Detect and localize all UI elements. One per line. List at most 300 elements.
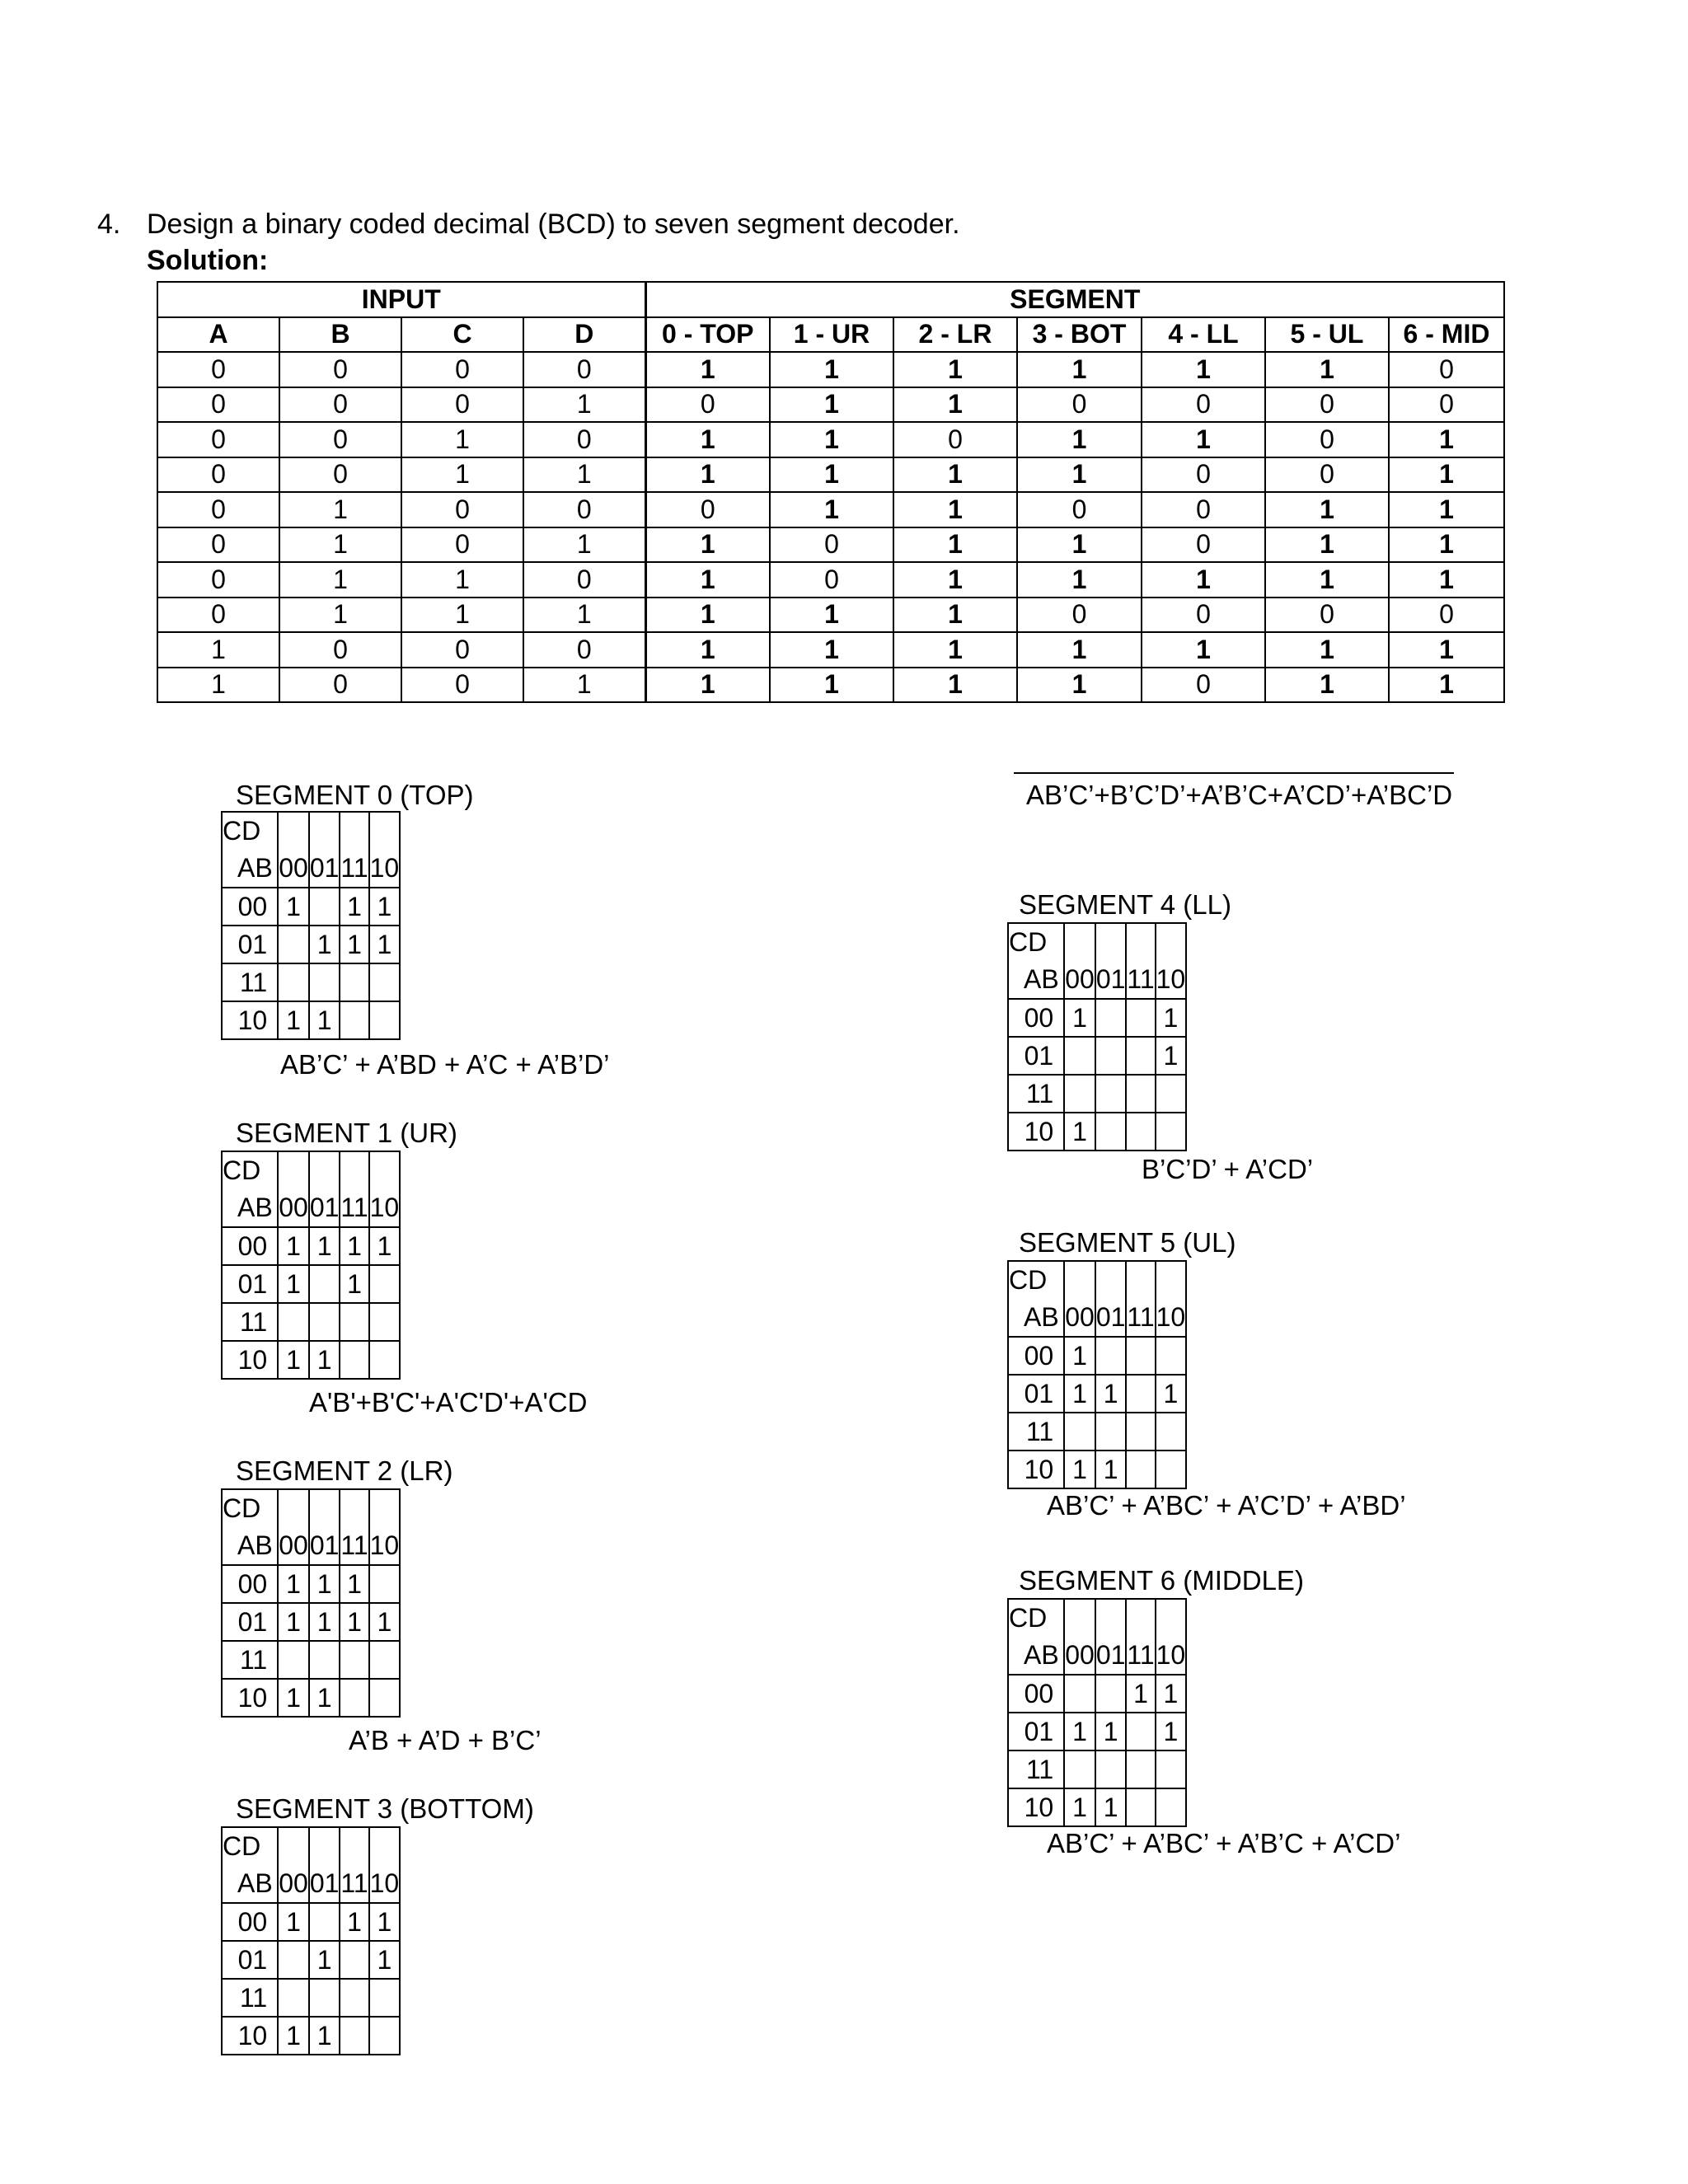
table-cell: 1	[770, 492, 893, 527]
kmap-cell: 1	[278, 1565, 309, 1603]
table-cell: 1	[1017, 352, 1142, 387]
kmap-row-header: 10	[222, 1341, 278, 1379]
kmap-cell	[1064, 1037, 1095, 1075]
kmap-cell	[309, 1303, 340, 1341]
table-cell: 1	[401, 422, 523, 457]
table-cell: 0	[1017, 492, 1142, 527]
kmap-row-header: 10	[1008, 1451, 1064, 1488]
table-cell: 1	[1142, 422, 1265, 457]
kmap-blank-cell	[278, 812, 309, 850]
column-header: C	[401, 317, 523, 353]
table-cell: 0	[1142, 598, 1265, 633]
kmap-title: SEGMENT 1 (UR)	[236, 1118, 457, 1148]
kmap-blank-cell	[1156, 923, 1187, 961]
kmap-grid	[221, 1151, 401, 1380]
kmap-cell	[1156, 1451, 1187, 1488]
table-cell: 1	[279, 562, 401, 598]
table-cell: 0	[279, 387, 401, 423]
table-cell: 1	[770, 632, 893, 668]
kmap-cd-label: CD	[1008, 1599, 1064, 1637]
kmap-cell	[1095, 1113, 1127, 1151]
kmap-col-header: 11	[340, 1865, 368, 1903]
table-cell: 0	[1142, 457, 1265, 493]
kmap-cell: 1	[340, 1603, 368, 1641]
kmap-cell	[1095, 1675, 1127, 1713]
kmap-grid	[1007, 1598, 1187, 1827]
kmap-cell	[1126, 1113, 1155, 1151]
kmap-cell	[369, 1679, 401, 1717]
kmap-cell: 1	[369, 888, 401, 926]
kmap-cell: 1	[1156, 999, 1187, 1037]
kmap-col-header: 00	[278, 1189, 309, 1227]
kmap-blank-cell	[340, 1827, 368, 1865]
kmap-col-header: 00	[1064, 961, 1095, 999]
kmap-ab-label: AB	[222, 1527, 278, 1565]
kmap-cell: 1	[1064, 1113, 1095, 1151]
truth-table	[157, 281, 1505, 703]
kmap-col-header: 01	[309, 1189, 340, 1227]
table-row	[157, 387, 1504, 423]
question-text: Design a binary coded decimal (BCD) to seven segment decoder.	[147, 209, 960, 240]
kmap-row-header: 11	[1008, 1413, 1064, 1451]
kmap-cell	[1126, 1037, 1155, 1075]
kmap-col-header: 01	[309, 850, 340, 888]
table-cell: 1	[401, 562, 523, 598]
table-cell: 1	[645, 562, 770, 598]
kmap-cell: 1	[340, 888, 368, 926]
kmap-col-header: 11	[1126, 1637, 1155, 1675]
table-cell: 0	[770, 562, 893, 598]
table-cell: 1	[1389, 457, 1504, 493]
table-cell: 1	[157, 632, 279, 668]
table-cell: 0	[1265, 387, 1389, 423]
kmap-cell: 1	[278, 1679, 309, 1717]
kmap-row-header: 00	[1008, 1337, 1064, 1375]
kmap-cd-label: CD	[222, 1827, 278, 1865]
kmap-cell	[369, 1001, 401, 1039]
kmap-cd-label: CD	[222, 1151, 278, 1189]
kmap-cell	[278, 926, 309, 963]
kmap-col-header: 00	[1064, 1637, 1095, 1675]
kmap-cell	[1126, 1788, 1155, 1826]
kmap-cell	[1156, 1075, 1187, 1113]
kmap-blank-cell	[1095, 923, 1127, 961]
kmap-col-header: 10	[369, 1865, 401, 1903]
kmap-col-header: 11	[1126, 1299, 1155, 1337]
table-cell: 0	[645, 387, 770, 423]
table-row	[157, 527, 1504, 563]
kmap-cell: 1	[309, 1565, 340, 1603]
kmap-ab-label: AB	[222, 1865, 278, 1903]
table-cell: 1	[893, 457, 1017, 493]
kmap-col-header: 01	[1095, 961, 1127, 999]
kmap-blank-cell	[309, 812, 340, 850]
kmap-col-header: 01	[309, 1865, 340, 1903]
table-cell: 0	[279, 457, 401, 493]
kmap-blank-cell	[369, 1489, 401, 1527]
kmap-cell	[1126, 1337, 1155, 1375]
column-header: 0 - TOP	[645, 317, 770, 353]
table-cell: 0	[523, 422, 645, 457]
kmap-cd-label: CD	[222, 812, 278, 850]
kmap-blank-cell	[1095, 1599, 1127, 1637]
kmap-cell	[340, 1979, 368, 2017]
kmap-cell: 1	[340, 1903, 368, 1941]
kmap-col-header: 11	[340, 1527, 368, 1565]
table-cell: 0	[523, 562, 645, 598]
table-cell: 1	[770, 598, 893, 633]
column-header: 2 - LR	[893, 317, 1017, 353]
kmap-grid	[221, 811, 401, 1040]
table-cell: 0	[1142, 527, 1265, 563]
kmap-grid	[1007, 922, 1187, 1151]
table-cell: 1	[1265, 352, 1389, 387]
table-cell: 1	[1265, 668, 1389, 703]
kmap-cell: 1	[1156, 1375, 1187, 1413]
kmap-cell	[369, 1265, 401, 1303]
table-cell: 1	[1265, 492, 1389, 527]
kmap-ab-label: AB	[1008, 961, 1064, 999]
kmap-row-header: 10	[222, 1001, 278, 1039]
kmap-blank-cell	[369, 812, 401, 850]
table-cell: 1	[893, 352, 1017, 387]
table-cell: 0	[1265, 598, 1389, 633]
table-cell: 1	[401, 457, 523, 493]
column-header: 4 - LL	[1142, 317, 1265, 353]
kmap-row-header: 10	[1008, 1113, 1064, 1151]
table-cell: 1	[279, 527, 401, 563]
kmap-cell	[309, 888, 340, 926]
kmap-cell: 1	[369, 926, 401, 963]
table-cell: 0	[1389, 387, 1504, 423]
input-group-header: INPUT	[157, 282, 645, 317]
kmap-cell	[278, 1979, 309, 2017]
table-cell: 1	[1017, 668, 1142, 703]
kmap-col-header: 11	[1126, 961, 1155, 999]
kmap-cell	[1064, 1413, 1095, 1451]
table-cell: 1	[523, 457, 645, 493]
kmap-cell: 1	[340, 1265, 368, 1303]
table-cell: 1	[1389, 422, 1504, 457]
kmap-cell: 1	[278, 1903, 309, 1941]
kmap-row-header: 00	[222, 1565, 278, 1603]
table-cell: 0	[279, 422, 401, 457]
table-cell: 0	[401, 352, 523, 387]
table-cell: 1	[279, 598, 401, 633]
table-cell: 1	[1389, 492, 1504, 527]
kmap-cell	[1156, 1337, 1187, 1375]
table-cell: 1	[1017, 527, 1142, 563]
kmap-cell	[1064, 1750, 1095, 1788]
kmap-cell: 1	[1095, 1788, 1127, 1826]
table-cell: 1	[770, 668, 893, 703]
table-cell: 0	[1017, 598, 1142, 633]
kmap-cell: 1	[340, 1227, 368, 1265]
kmap-cell	[340, 2017, 368, 2055]
table-cell: 0	[157, 562, 279, 598]
table-cell: 0	[157, 422, 279, 457]
table-cell: 1	[645, 457, 770, 493]
kmap-row-header: 10	[222, 2017, 278, 2055]
kmap-row-header: 11	[222, 1641, 278, 1679]
kmap-cell: 1	[278, 1603, 309, 1641]
table-cell: 1	[279, 492, 401, 527]
table-cell: 1	[1389, 632, 1504, 668]
table-cell: 0	[770, 527, 893, 563]
kmap-cell	[309, 1265, 340, 1303]
kmap-cell	[1156, 1788, 1187, 1826]
table-cell: 1	[1265, 632, 1389, 668]
kmap-row-header: 11	[1008, 1750, 1064, 1788]
table-cell: 1	[401, 598, 523, 633]
table-cell: 1	[1265, 562, 1389, 598]
kmap-cell: 1	[340, 926, 368, 963]
kmap-blank-cell	[369, 1151, 401, 1189]
kmap-col-header: 00	[278, 1527, 309, 1565]
table-cell: 1	[645, 632, 770, 668]
kmap-cd-label: CD	[1008, 1261, 1064, 1299]
table-cell: 1	[770, 457, 893, 493]
kmap-blank-cell	[1126, 1261, 1155, 1299]
kmap-expression: A'B'+B'C'+A'C'D'+A'CD	[309, 1387, 588, 1418]
kmap-cell	[340, 963, 368, 1001]
table-cell: 0	[279, 352, 401, 387]
table-cell: 1	[645, 422, 770, 457]
table-cell: 0	[401, 668, 523, 703]
kmap-blank-cell	[309, 1827, 340, 1865]
kmap-cell: 1	[309, 1227, 340, 1265]
kmap-row-header: 01	[222, 1603, 278, 1641]
table-cell: 1	[893, 668, 1017, 703]
kmap-col-header: 10	[1156, 1637, 1187, 1675]
kmap-cell: 1	[1064, 1788, 1095, 1826]
kmap-cell: 1	[309, 926, 340, 963]
kmap-title: SEGMENT 5 (UL)	[1019, 1227, 1236, 1258]
kmap-cell	[1064, 1675, 1095, 1713]
table-cell: 0	[1142, 387, 1265, 423]
kmap-row-header: 00	[222, 1903, 278, 1941]
table-cell: 1	[1389, 668, 1504, 703]
kmap-row-header: 01	[222, 926, 278, 963]
kmap-row-header: 01	[1008, 1037, 1064, 1075]
kmap-ab-label: AB	[222, 1189, 278, 1227]
table-cell: 0	[645, 492, 770, 527]
kmap-blank-cell	[1156, 1261, 1187, 1299]
kmap-cell	[1095, 999, 1127, 1037]
kmap-cell	[1156, 1113, 1187, 1151]
kmap-cell	[278, 1641, 309, 1679]
solution-label: Solution:	[147, 245, 269, 276]
table-cell: 1	[1017, 422, 1142, 457]
table-cell: 1	[770, 422, 893, 457]
kmap-cell	[1126, 1075, 1155, 1113]
table-cell: 1	[893, 387, 1017, 423]
table-cell: 0	[157, 387, 279, 423]
kmap-expression: AB’C’ + A’BD + A’C + A’B’D’	[280, 1049, 610, 1080]
kmap-expression: A’B + A’D + B’C’	[349, 1725, 542, 1755]
kmap-blank-cell	[1064, 1599, 1095, 1637]
table-row	[157, 598, 1504, 633]
question	[97, 209, 960, 241]
table-cell: 0	[1017, 387, 1142, 423]
table-cell: 1	[770, 352, 893, 387]
kmap-ab-label: AB	[222, 850, 278, 888]
table-cell: 1	[1017, 457, 1142, 493]
table-cell: 1	[893, 562, 1017, 598]
kmap-cell	[1126, 1413, 1155, 1451]
kmap-blank-cell	[278, 1489, 309, 1527]
kmap-cell: 1	[1095, 1451, 1127, 1488]
table-cell: 0	[523, 632, 645, 668]
kmap-col-header: 01	[1095, 1637, 1127, 1675]
kmap-grid	[221, 1826, 401, 2055]
table-cell: 1	[645, 527, 770, 563]
kmap-cd-label: CD	[222, 1489, 278, 1527]
table-cell: 1	[893, 492, 1017, 527]
kmap-blank-cell	[278, 1151, 309, 1189]
kmap-blank-cell	[340, 1151, 368, 1189]
table-cell: 0	[401, 632, 523, 668]
table-cell: 0	[1265, 422, 1389, 457]
kmap-col-header: 11	[340, 1189, 368, 1227]
kmap-row-header: 01	[1008, 1375, 1064, 1413]
kmap-cell	[369, 1979, 401, 2017]
table-cell: 1	[1017, 632, 1142, 668]
kmap-row-header: 10	[1008, 1788, 1064, 1826]
kmap-blank-cell	[309, 1151, 340, 1189]
kmap-cell	[309, 1641, 340, 1679]
column-header: 5 - UL	[1265, 317, 1389, 353]
kmap-title: SEGMENT 0 (TOP)	[236, 780, 474, 810]
column-header: 1 - UR	[770, 317, 893, 353]
table-cell: 1	[770, 387, 893, 423]
kmap-expression: AB’C’ + A’BC’ + A’B’C + A’CD’	[1047, 1828, 1401, 1858]
kmap-grid	[1007, 1260, 1187, 1489]
kmap-cell	[1126, 1750, 1155, 1788]
table-cell: 1	[1389, 527, 1504, 563]
kmap-cell	[278, 1303, 309, 1341]
kmap-blank-cell	[1156, 1599, 1187, 1637]
table-cell: 0	[1142, 668, 1265, 703]
kmap-cell: 1	[369, 1227, 401, 1265]
kmap-cell	[309, 1979, 340, 2017]
kmap-cell	[278, 1941, 309, 1979]
kmap-cell: 1	[309, 1603, 340, 1641]
table-row	[157, 492, 1504, 527]
table-cell: 1	[645, 668, 770, 703]
kmap-title: SEGMENT 4 (LL)	[1019, 889, 1231, 920]
kmap-cd-label: CD	[1008, 923, 1064, 961]
kmap-blank-cell	[1095, 1261, 1127, 1299]
kmap-blank-cell	[369, 1827, 401, 1865]
kmap-cell: 1	[278, 1001, 309, 1039]
table-cell: 1	[1389, 562, 1504, 598]
column-header: D	[523, 317, 645, 353]
kmap-cell: 1	[278, 2017, 309, 2055]
kmap-cell	[1095, 1075, 1127, 1113]
kmap-cell: 1	[309, 1001, 340, 1039]
table-cell: 1	[1017, 562, 1142, 598]
table-row	[157, 352, 1504, 387]
kmap-cell	[340, 1679, 368, 1717]
table-cell: 1	[645, 598, 770, 633]
table-cell: 1	[893, 527, 1017, 563]
table-cell: 0	[157, 492, 279, 527]
kmap-ab-label: AB	[1008, 1299, 1064, 1337]
table-row	[157, 457, 1504, 493]
table-cell: 0	[157, 527, 279, 563]
kmap-col-header: 01	[1095, 1299, 1127, 1337]
question-number: 4.	[97, 209, 121, 240]
kmap-row-header: 01	[222, 1941, 278, 1979]
kmap-blank-cell	[1064, 923, 1095, 961]
table-cell: 0	[1142, 492, 1265, 527]
table-cell: 0	[401, 492, 523, 527]
kmap-col-header: 10	[1156, 1299, 1187, 1337]
kmap-cell: 1	[1156, 1713, 1187, 1750]
table-cell: 0	[279, 668, 401, 703]
kmap-cell	[1095, 1337, 1127, 1375]
column-header: B	[279, 317, 401, 353]
kmap-cell	[340, 1001, 368, 1039]
kmap-cell	[340, 1341, 368, 1379]
kmap-row-header: 00	[1008, 999, 1064, 1037]
kmap-cell: 1	[278, 1341, 309, 1379]
table-row	[157, 668, 1504, 703]
kmap-cell	[340, 1303, 368, 1341]
kmap-ab-label: AB	[1008, 1637, 1064, 1675]
table-cell: 1	[1142, 562, 1265, 598]
kmap-cell: 1	[278, 1265, 309, 1303]
table-row	[157, 562, 1504, 598]
table-cell: 0	[279, 632, 401, 668]
kmap-cell	[369, 963, 401, 1001]
kmap-cell	[369, 1341, 401, 1379]
kmap-blank-cell	[340, 1489, 368, 1527]
table-cell: 0	[401, 527, 523, 563]
kmap-cell	[369, 2017, 401, 2055]
kmap-cell	[1126, 1713, 1155, 1750]
kmap-title: SEGMENT 2 (LR)	[236, 1455, 453, 1486]
kmap-cell: 1	[1095, 1713, 1127, 1750]
kmap-cell	[1126, 999, 1155, 1037]
segment-3-expression: AB’C’+B’C’D’+A’B’C+A’CD’+A’BC’D	[1026, 780, 1453, 810]
kmap-col-header: 11	[340, 850, 368, 888]
table-cell: 0	[893, 422, 1017, 457]
kmap-cell: 1	[309, 1941, 340, 1979]
expression-overline	[1014, 772, 1454, 774]
kmap-row-header: 00	[222, 1227, 278, 1265]
kmap-col-header: 01	[309, 1527, 340, 1565]
table-cell: 1	[1265, 527, 1389, 563]
kmap-cell	[1126, 1451, 1155, 1488]
table-cell: 0	[1389, 598, 1504, 633]
kmap-col-header: 00	[278, 850, 309, 888]
kmap-cell: 1	[1064, 999, 1095, 1037]
kmap-cell	[369, 1641, 401, 1679]
kmap-cell	[1156, 1750, 1187, 1788]
kmap-cell: 1	[309, 2017, 340, 2055]
kmap-cell	[1095, 1750, 1127, 1788]
kmap-expression: AB’C’ + A’BC’ + A’C’D’ + A’BD’	[1047, 1490, 1406, 1521]
kmap-cell	[309, 963, 340, 1001]
kmap-cell	[1095, 1413, 1127, 1451]
kmap-cell: 1	[309, 1341, 340, 1379]
table-cell: 1	[1142, 632, 1265, 668]
table-row	[157, 422, 1504, 457]
kmap-cell	[1064, 1075, 1095, 1113]
table-cell: 1	[893, 632, 1017, 668]
